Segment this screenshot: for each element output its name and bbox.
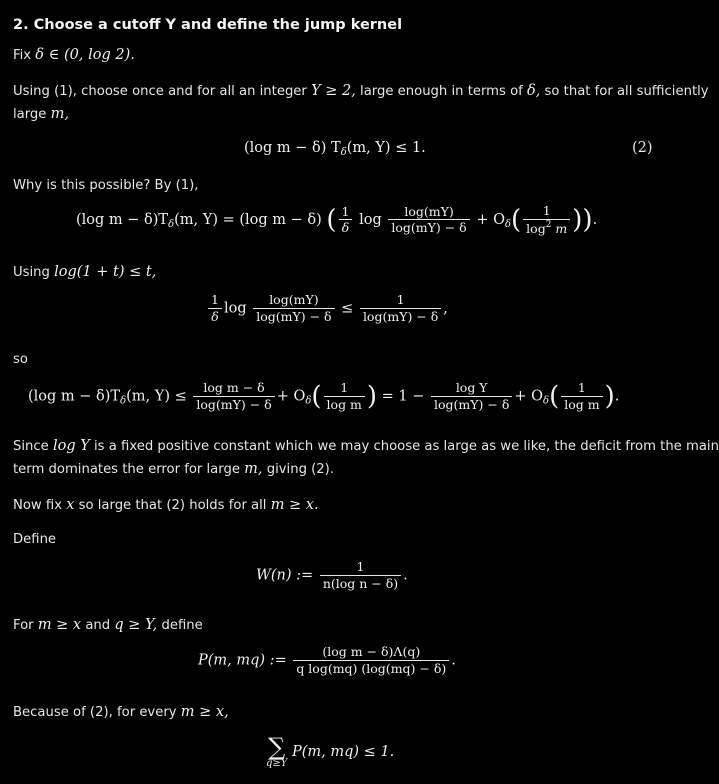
equation-so <box>28 381 619 412</box>
math-span: + O <box>514 388 544 405</box>
fraction-main <box>193 381 274 412</box>
section-heading <box>13 17 402 33</box>
math-subscript: δ <box>305 395 312 407</box>
for-line <box>13 617 203 633</box>
numerator: log(mY) <box>269 292 319 307</box>
math-span: δ, <box>527 83 541 99</box>
denominator: log(mY) − δ <box>253 308 334 324</box>
numerator: 1 <box>396 292 405 307</box>
denominator: q log(mq) (log(mq) − δ) <box>293 660 449 676</box>
fraction-P <box>293 645 449 676</box>
fraction-deficit <box>431 381 512 412</box>
fraction-log-ratio <box>253 293 334 324</box>
math-span: log <box>526 220 546 236</box>
text-span: term dominates the error for large <box>13 462 240 477</box>
math-span: . <box>403 567 408 584</box>
fraction-error <box>561 381 602 412</box>
math-span: , <box>443 300 448 317</box>
text-span: so large that (2) holds for all <box>78 498 267 513</box>
math-span: x <box>66 497 75 513</box>
fix-expression: δ ∈ (0, log 2). <box>35 47 135 63</box>
paren-left: ( <box>326 204 337 235</box>
math-subscript: δ <box>340 147 347 158</box>
math-span: (m, Y) ≤ 1. <box>346 140 426 156</box>
denominator: δ <box>339 219 353 235</box>
math-span: + O <box>476 211 505 228</box>
heading-text: 2. Choose a cutoff Y and define the jump kernel <box>13 17 403 33</box>
text-span: giving (2). <box>266 462 335 477</box>
numerator: 1 <box>340 380 349 395</box>
math-subscript: δ <box>168 218 175 230</box>
text-span: and <box>85 618 111 633</box>
numerator: log(mY) <box>404 203 454 219</box>
numerator: log Y <box>455 380 488 395</box>
text-span: Using (1), choose once and for all an integer <box>13 84 307 99</box>
numerator: log m − δ <box>203 380 265 395</box>
equation-number: (2) <box>632 140 653 156</box>
fraction-W <box>320 560 401 591</box>
text-span: Now fix <box>13 498 63 513</box>
math-span: + O <box>276 388 306 405</box>
using-line <box>13 264 156 280</box>
paragraph-line-2 <box>13 106 69 122</box>
equation-why <box>76 204 597 236</box>
because-line <box>13 704 229 720</box>
fix-label: Fix <box>13 48 32 63</box>
math-span: . <box>614 388 620 405</box>
math-span: P(m, mq) := <box>198 652 287 669</box>
paragraph-line-1 <box>13 83 709 99</box>
sigma-symbol: ∑ <box>268 733 286 761</box>
equation-inequality <box>206 293 448 324</box>
denominator: n(log n − δ) <box>320 575 401 591</box>
math-span: (log m − δ)T <box>28 388 121 405</box>
numerator: 1 <box>356 559 365 574</box>
now-fix-line <box>13 497 319 513</box>
text-span: For <box>13 618 34 633</box>
math-span: m, <box>50 106 69 122</box>
paren-left: ( <box>549 381 560 412</box>
sum-index: q≥Y <box>266 758 288 769</box>
math-span: log <box>359 211 382 228</box>
text-span: Since <box>13 439 49 454</box>
math-span: log(1 + t) ≤ t, <box>54 264 157 280</box>
math-span: (m, Y) = (log m − δ) <box>174 211 322 228</box>
paren-right: ) <box>604 381 615 412</box>
denominator: δ <box>208 308 222 324</box>
equation-2 <box>244 140 426 158</box>
numerator: 1 <box>211 292 219 307</box>
math-span: m, <box>244 461 263 477</box>
math-span: m <box>555 220 568 236</box>
paren-left: ( <box>511 204 522 235</box>
text-span: large enough in terms of <box>360 84 523 99</box>
numerator: (log m − δ)Λ(q) <box>322 644 421 659</box>
numerator: 1 <box>542 203 551 218</box>
math-span: . <box>451 652 456 669</box>
math-superscript: 2 <box>545 219 552 230</box>
math-span: = 1 − <box>381 388 425 405</box>
paren-right: ) <box>366 381 378 412</box>
math-span: m ≥ x, <box>180 704 229 720</box>
fraction-log-ratio <box>388 205 469 236</box>
math-span: (log m − δ) T <box>244 140 341 156</box>
numerator: 1 <box>577 380 586 395</box>
text-span: large <box>13 107 47 122</box>
denominator: log(mY) − δ <box>431 396 512 412</box>
paren-right: )) <box>572 204 593 235</box>
define-line: Define <box>13 532 57 547</box>
fraction-1-over-log2m <box>523 204 570 236</box>
math-span: P(m, mq) ≤ 1. <box>292 744 395 760</box>
text-span: Using <box>13 265 50 280</box>
since-line-2 <box>13 461 334 477</box>
math-span: q ≥ Y, <box>114 617 158 633</box>
math-subscript: δ <box>504 218 512 230</box>
math-span: ≤ <box>341 300 354 317</box>
equation-P <box>198 645 456 676</box>
summation <box>266 735 287 769</box>
fraction-error <box>324 381 365 412</box>
math-span: (m, Y) ≤ <box>126 388 187 405</box>
denominator: log(mY) − δ <box>193 396 274 412</box>
fraction-1-over-delta <box>339 205 353 236</box>
fix-line <box>13 47 135 63</box>
math-span: . <box>592 211 598 228</box>
equation-sum <box>266 735 394 769</box>
math-subscript: δ <box>120 395 127 407</box>
paren-left: ( <box>311 381 322 412</box>
denominator: log(mY) − δ <box>388 219 469 235</box>
why-line: Why is this possible? By (1), <box>13 178 199 193</box>
fraction-bound <box>360 293 441 324</box>
math-span: W(n) := <box>256 567 314 584</box>
math-span: log Y <box>52 438 90 454</box>
math-span: Y ≥ 2, <box>311 83 356 99</box>
math-subscript: δ <box>543 395 550 407</box>
text-span: is a fixed positive constant which we may choose as large as we like, the deficit from the main <box>94 439 719 454</box>
since-line-1 <box>13 438 719 454</box>
text-span: Because of (2), for every <box>13 705 177 720</box>
math-span: log <box>223 300 247 317</box>
denominator: log(mY) − δ <box>360 308 441 324</box>
equation-W <box>256 560 408 591</box>
math-span: m ≥ x. <box>270 497 319 513</box>
math-span: m ≥ x <box>37 617 82 633</box>
numerator: 1 <box>341 203 350 219</box>
fraction-1-over-delta <box>208 293 222 324</box>
denominator <box>523 219 570 236</box>
so-line: so <box>13 352 28 367</box>
text-span: so that for all sufficiently <box>544 84 709 99</box>
denominator: log m <box>324 396 365 412</box>
denominator: log m <box>561 396 602 412</box>
text-span: define <box>161 618 203 633</box>
math-span: (log m − δ)T <box>76 211 169 228</box>
